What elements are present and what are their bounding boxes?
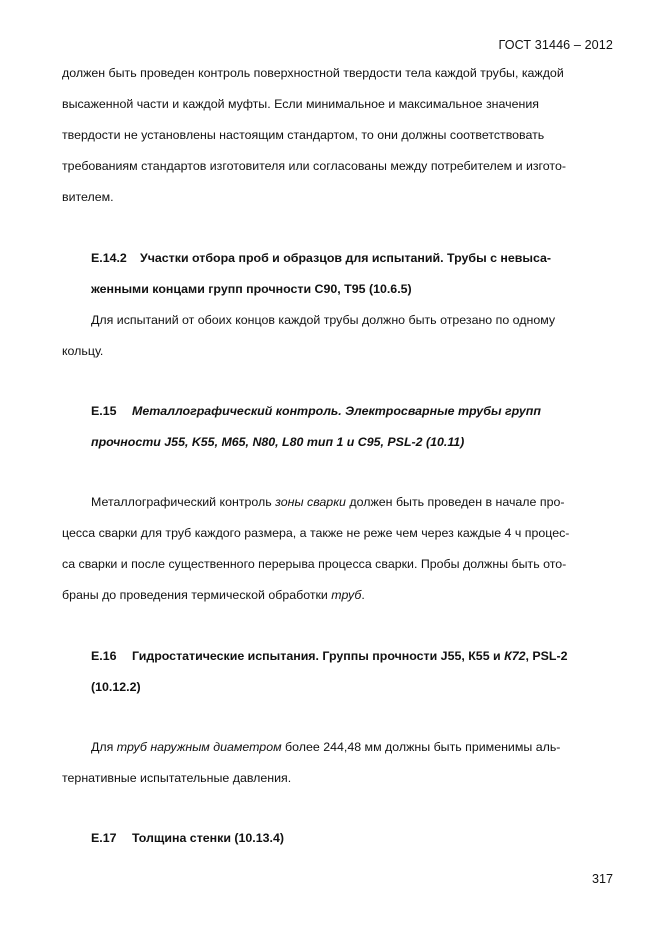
paragraph-line: должен быть проведен контроль поверхностной твердости тела каждой трубы, каждой xyxy=(62,66,564,80)
section-heading-e15 xyxy=(91,403,541,419)
text-run-italic: труб xyxy=(331,588,362,602)
section-number: Е.15 xyxy=(91,404,117,418)
paragraph-line: высаженной части и каждой муфты. Если минимальное и максимальное значения xyxy=(62,97,539,111)
section-title: Металлографический контроль. Электросварные трубы групп xyxy=(132,404,541,418)
text-run-italic: зоны сварки xyxy=(275,495,346,509)
paragraph-line: са сварки и после существенного перерыва процесса сварки. Пробы должны быть ото- xyxy=(62,557,567,571)
section-number: Е.16 xyxy=(91,649,117,663)
text-run: Для xyxy=(91,740,117,754)
page-header: ГОСТ 31446 – 2012 xyxy=(498,38,613,52)
section-heading-line: прочности J55, K55, M65, N80, L80 тип 1 и C95, PSL-2 (10.11) xyxy=(91,435,465,449)
paragraph-line xyxy=(91,739,560,755)
text-run: Металлографический контроль xyxy=(91,495,276,509)
paragraph-line: Для испытаний от обоих концов каждой трубы должно быть отрезано по одному xyxy=(91,313,556,327)
text-run: должен быть проведен в начале про- xyxy=(345,495,565,509)
text-run: браны до проведения термической обработки xyxy=(62,588,332,602)
paragraph-line: тернативные испытательные давления. xyxy=(62,771,292,785)
section-heading-line: женными концами групп прочности С90, Т95 (10.6.5) xyxy=(91,282,412,296)
section-title: Толщина стенки (10.13.4) xyxy=(132,831,284,845)
paragraph-line xyxy=(91,494,565,510)
text-run: . xyxy=(361,588,365,602)
section-title: Участки отбора проб и образцов для испытаний. Трубы с невыса- xyxy=(140,251,552,265)
section-heading-e14-2 xyxy=(91,250,551,266)
section-title: Гидростатические испытания. Группы прочности J55, К55 и xyxy=(132,649,505,663)
paragraph-line xyxy=(62,587,365,603)
section-number: Е.17 xyxy=(91,831,117,845)
section-heading-e17 xyxy=(91,830,284,846)
paragraph-line: твердости не установлены настоящим стандартом, то они должны соответствовать xyxy=(62,128,545,142)
paragraph-line: требованиям стандартов изготовителя или согласованы между потребителем и изгото- xyxy=(62,159,566,173)
paragraph-line: вителем. xyxy=(62,190,114,204)
section-number: Е.14.2 xyxy=(91,251,127,265)
text-run: более 244,48 мм должны быть применимы аль- xyxy=(281,740,561,754)
section-heading-line: (10.12.2) xyxy=(91,680,141,694)
text-run-italic: труб наружным диаметром xyxy=(116,740,282,754)
section-heading-e16 xyxy=(91,648,568,664)
paragraph-line: кольцу. xyxy=(62,344,104,358)
page-number: 317 xyxy=(591,872,613,886)
text-run-italic: К72 xyxy=(504,649,526,663)
paragraph-line: цесса сварки для труб каждого размера, а также не реже чем через каждые 4 ч процес- xyxy=(62,526,570,540)
text-run: , PSL-2 xyxy=(525,649,568,663)
